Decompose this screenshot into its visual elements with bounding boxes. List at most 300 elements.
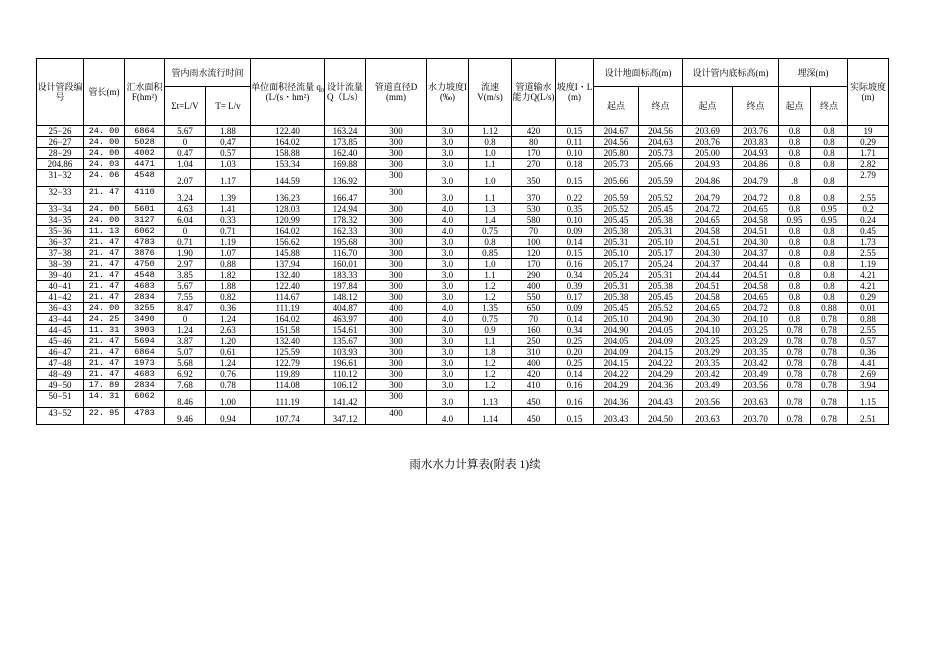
table-cell: 24. 00 — [84, 215, 125, 226]
table-cell: 203.25 — [683, 336, 733, 347]
table-cell: 250 — [512, 336, 556, 347]
table-cell: 204.15 — [639, 347, 683, 358]
table-cell: 35−36 — [37, 226, 84, 237]
table-cell: 205.66 — [594, 170, 639, 187]
table-row — [37, 187, 889, 204]
table-cell: 0.14 — [556, 369, 594, 380]
table-cell: 0.8 — [811, 137, 848, 148]
table-cell: 0.57 — [848, 336, 889, 347]
table-cell: 164.02 — [251, 137, 325, 148]
table-cell: 4.21 — [848, 270, 889, 281]
table-cell: 204.09 — [594, 347, 639, 358]
table-cell: 1.88 — [206, 281, 251, 292]
table-cell: 204.79 — [683, 187, 733, 204]
table-cell: 1.39 — [206, 187, 251, 204]
table-cell: 370 — [512, 187, 556, 204]
table-cell: 0.57 — [206, 148, 251, 159]
table-cell: 0 — [165, 226, 206, 237]
table-cell: 128.03 — [251, 204, 325, 215]
table-cell: 420 — [512, 369, 556, 380]
table-cell: 0.8 — [811, 259, 848, 270]
table-cell: 205.10 — [594, 314, 639, 325]
table-cell: 204.72 — [733, 187, 779, 204]
table-cell: 1.17 — [206, 170, 251, 187]
table-cell: 0.78 — [779, 358, 811, 369]
table-cell: 0.8 — [811, 170, 848, 187]
table-cell: 0.8 — [779, 303, 811, 314]
table-cell: 19 — [848, 126, 889, 137]
table-cell: 0.78 — [811, 336, 848, 347]
table-cell: 0.11 — [556, 137, 594, 148]
table-cell: 1.2 — [469, 292, 512, 303]
table-cell: 1.3 — [469, 204, 512, 215]
table-cell: 1.0 — [469, 259, 512, 270]
table-cell: 205.59 — [594, 187, 639, 204]
table-cell: 17. 89 — [84, 380, 125, 391]
table-cell: 0.18 — [556, 159, 594, 170]
table-cell: 550 — [512, 292, 556, 303]
table-cell: 100 — [512, 237, 556, 248]
table-cell: 5694 — [125, 336, 165, 347]
table-cell: 204.56 — [594, 137, 639, 148]
table-row — [37, 237, 889, 248]
table-cell: 205.31 — [594, 237, 639, 248]
table-cell: 300 — [366, 204, 427, 215]
table-cell: 300 — [366, 148, 427, 159]
table-cell: 205.31 — [639, 270, 683, 281]
table-cell: 203.56 — [733, 380, 779, 391]
table-caption: 雨水水力计算表(附表 1)续 — [409, 459, 541, 471]
table-cell: 160.01 — [325, 259, 366, 270]
table-row — [37, 358, 889, 369]
table-cell: 36−43 — [37, 303, 84, 314]
table-cell: 0.34 — [556, 270, 594, 281]
table-cell: 49−50 — [37, 380, 84, 391]
table-cell: 1.1 — [469, 187, 512, 204]
table-cell: 178.32 — [325, 215, 366, 226]
table-cell: 4.21 — [848, 281, 889, 292]
table-cell: 106.12 — [325, 380, 366, 391]
table-cell: 0.25 — [556, 358, 594, 369]
table-cell: 205.80 — [594, 148, 639, 159]
table-cell: 1.82 — [206, 270, 251, 281]
table-cell: 204.72 — [733, 303, 779, 314]
table-cell: 107.74 — [251, 408, 325, 425]
table-cell: 0.01 — [848, 303, 889, 314]
table-row — [37, 226, 889, 237]
table-cell: 205.17 — [594, 259, 639, 270]
header-fall: 坡度I・L (m) — [556, 59, 594, 126]
table-cell: 183.33 — [325, 270, 366, 281]
table-cell: 2.51 — [848, 408, 889, 425]
table-cell: 136.23 — [251, 187, 325, 204]
table-cell: 21. 47 — [84, 347, 125, 358]
header-capacity: 管道输水能力Q(L/s) — [512, 59, 556, 126]
table-cell: 204.37 — [683, 259, 733, 270]
table-cell: 162.33 — [325, 226, 366, 237]
table-cell: 1.15 — [848, 391, 889, 408]
table-cell: 0.20 — [556, 347, 594, 358]
table-cell: 4548 — [125, 270, 165, 281]
table-cell: 1.24 — [206, 358, 251, 369]
table-cell: 0.71 — [165, 237, 206, 248]
table-cell: 0.15 — [556, 408, 594, 425]
table-cell: 132.40 — [251, 336, 325, 347]
header-catchment-area: 汇水面积F(hm²) — [125, 59, 165, 126]
table-cell: 0.24 — [848, 215, 889, 226]
table-cell: 37−38 — [37, 248, 84, 259]
table-cell: 7.68 — [165, 380, 206, 391]
table-cell: 1.07 — [206, 248, 251, 259]
table-cell: 450 — [512, 408, 556, 425]
table-cell: 145.88 — [251, 248, 325, 259]
table-cell: 0.10 — [556, 148, 594, 159]
table-cell: 0.95 — [811, 204, 848, 215]
table-cell: 204.86 — [37, 159, 84, 170]
table-cell: 3.0 — [427, 292, 469, 303]
table-cell: 0.47 — [206, 137, 251, 148]
table-cell: 14. 31 — [84, 391, 125, 408]
header-burial-depth: 埋深(m) — [779, 59, 848, 87]
table-cell: 204.15 — [594, 358, 639, 369]
table-cell: 3.0 — [427, 347, 469, 358]
table-cell: 1.24 — [165, 325, 206, 336]
table-cell: 1.19 — [848, 259, 889, 270]
hydraulic-calc-table — [36, 58, 889, 425]
table-cell: 204.51 — [683, 281, 733, 292]
table-cell: 300 — [366, 292, 427, 303]
table-cell: 203.49 — [683, 380, 733, 391]
table-cell: 204.36 — [594, 391, 639, 408]
table-cell: 4783 — [125, 237, 165, 248]
table-cell: 0.61 — [206, 347, 251, 358]
table-cell: 270 — [512, 159, 556, 170]
header-design-flow: 设计流量Q（L/s） — [325, 59, 366, 126]
table-cell: 24. 00 — [84, 303, 125, 314]
table-cell: 0.09 — [556, 303, 594, 314]
table-cell: 122.40 — [251, 281, 325, 292]
table-cell: 205.10 — [639, 237, 683, 248]
table-cell: 204.22 — [639, 358, 683, 369]
header-unit-runoff: 单位面积径流量 q₀ (L/(s・hm²) — [251, 59, 325, 126]
table-cell: 204.90 — [639, 314, 683, 325]
table-cell: 0.33 — [206, 215, 251, 226]
table-cell: 24. 25 — [84, 314, 125, 325]
table-cell: 4.0 — [427, 215, 469, 226]
table-cell: 300 — [366, 237, 427, 248]
table-cell: 1.0 — [469, 170, 512, 187]
table-cell: 300 — [366, 325, 427, 336]
table-cell: 3490 — [125, 314, 165, 325]
table-cell: 205.38 — [639, 281, 683, 292]
table-cell: 204.05 — [594, 336, 639, 347]
table-cell: 135.67 — [325, 336, 366, 347]
table-cell: 205.59 — [639, 170, 683, 187]
table-cell: 204.86 — [733, 159, 779, 170]
table-cell: 4471 — [125, 159, 165, 170]
table-cell: 205.24 — [594, 270, 639, 281]
table-cell: 204.58 — [683, 226, 733, 237]
table-cell: 3.0 — [427, 281, 469, 292]
table-cell: 1.00 — [206, 391, 251, 408]
table-cell: 48−49 — [37, 369, 84, 380]
table-cell: 0.8 — [779, 159, 811, 170]
table-cell: 6.04 — [165, 215, 206, 226]
table-cell: 1.14 — [469, 408, 512, 425]
table-cell: 204.65 — [733, 292, 779, 303]
table-cell: 300 — [366, 347, 427, 358]
table-cell: 204.29 — [639, 369, 683, 380]
table-cell: 203.29 — [733, 336, 779, 347]
header-pipe-diameter: 管道直径D (mm) — [366, 59, 427, 126]
table-row — [37, 248, 889, 259]
table-cell: 204.65 — [683, 215, 733, 226]
table-cell: 169.88 — [325, 159, 366, 170]
table-cell: 1.13 — [469, 391, 512, 408]
table-cell: 24. 03 — [84, 159, 125, 170]
table-cell: 3127 — [125, 215, 165, 226]
table-cell: 8.47 — [165, 303, 206, 314]
table-cell: 205.24 — [639, 259, 683, 270]
table-cell: 0.85 — [469, 248, 512, 259]
table-cell: 148.12 — [325, 292, 366, 303]
table-cell: 203.42 — [733, 358, 779, 369]
table-cell: 21. 47 — [84, 292, 125, 303]
table-cell: 300 — [366, 215, 427, 226]
table-cell: 0.78 — [779, 336, 811, 347]
table-cell: 0.78 — [811, 358, 848, 369]
table-cell: 1.2 — [469, 369, 512, 380]
table-cell: 4.0 — [427, 303, 469, 314]
table-row — [37, 270, 889, 281]
table-cell: 0.8 — [811, 126, 848, 137]
table-cell: 0.16 — [556, 259, 594, 270]
table-cell: 6.92 — [165, 369, 206, 380]
table-cell: 0.78 — [811, 325, 848, 336]
table-cell: 205.31 — [639, 226, 683, 237]
table-cell: 2834 — [125, 380, 165, 391]
table-cell: 1.2 — [469, 380, 512, 391]
table-cell: 530 — [512, 204, 556, 215]
table-cell: 21. 47 — [84, 259, 125, 270]
table-cell: 0.94 — [206, 408, 251, 425]
table-cell: 1973 — [125, 358, 165, 369]
table-cell: 0.78 — [779, 369, 811, 380]
table-cell: 0.8 — [469, 137, 512, 148]
header-depth-start: 起点 — [779, 87, 811, 126]
table-cell: 0.8 — [779, 314, 811, 325]
table-cell: 203.42 — [683, 369, 733, 380]
table-row — [37, 369, 889, 380]
table-cell: 0.8 — [811, 226, 848, 237]
table-cell: 203.69 — [683, 126, 733, 137]
table-cell: 3.0 — [427, 325, 469, 336]
table-cell: 154.61 — [325, 325, 366, 336]
table-cell: 124.94 — [325, 204, 366, 215]
table-cell: 34−35 — [37, 215, 84, 226]
table-cell: 0.78 — [811, 369, 848, 380]
table-cell: 3.0 — [427, 336, 469, 347]
table-cell: 0.39 — [556, 281, 594, 292]
table-cell: 21. 47 — [84, 270, 125, 281]
table-cell: 0.78 — [779, 380, 811, 391]
table-cell: 120.99 — [251, 215, 325, 226]
table-cell: 204.51 — [733, 270, 779, 281]
table-cell: 25−26 — [37, 126, 84, 137]
table-cell: 70 — [512, 314, 556, 325]
table-cell: 300 — [366, 358, 427, 369]
table-cell: 24. 06 — [84, 170, 125, 187]
table-cell: 300 — [366, 170, 427, 187]
table-cell: 0.17 — [556, 292, 594, 303]
table-cell: 204.56 — [639, 126, 683, 137]
table-cell: 2.55 — [848, 325, 889, 336]
table-cell: 300 — [366, 336, 427, 347]
table-cell: 39−40 — [37, 270, 84, 281]
table-cell: 1.19 — [206, 237, 251, 248]
table-cell: 50−51 — [37, 391, 84, 408]
table-cell: 153.34 — [251, 159, 325, 170]
table-cell: 0.8 — [811, 248, 848, 259]
table-cell: 33−34 — [37, 204, 84, 215]
table-cell: 24. 00 — [84, 126, 125, 137]
table-row — [37, 380, 889, 391]
table-row — [37, 391, 889, 408]
table-cell: 203.76 — [683, 137, 733, 148]
table-cell: 21. 47 — [84, 358, 125, 369]
table-cell: 1.73 — [848, 237, 889, 248]
header-segment: 设计管段编号 — [37, 59, 84, 126]
table-cell: 204.05 — [639, 325, 683, 336]
table-cell: 0.78 — [779, 408, 811, 425]
table-cell: 205.38 — [594, 292, 639, 303]
table-cell: 32−33 — [37, 187, 84, 204]
table-cell: 195.68 — [325, 237, 366, 248]
table-cell: 46−47 — [37, 347, 84, 358]
table-cell: 0.8 — [779, 270, 811, 281]
table-cell: 0.10 — [556, 215, 594, 226]
table-cell: 205.31 — [594, 281, 639, 292]
table-cell: 300 — [366, 187, 427, 204]
table-cell: 137.94 — [251, 259, 325, 270]
header-ground-elevation: 设计地面标高(m) — [594, 59, 683, 87]
table-cell: 204.79 — [733, 170, 779, 187]
table-cell: 173.85 — [325, 137, 366, 148]
table-cell: 2.82 — [848, 159, 889, 170]
table-cell: 204.22 — [594, 369, 639, 380]
table-cell: 204.58 — [683, 292, 733, 303]
table-cell: 3.87 — [165, 336, 206, 347]
table-cell: 122.40 — [251, 126, 325, 137]
table-cell: 205.45 — [639, 204, 683, 215]
table-cell: 166.47 — [325, 187, 366, 204]
table-cell: 0.47 — [165, 148, 206, 159]
table-cell: 400 — [366, 408, 427, 425]
table-cell: 110.12 — [325, 369, 366, 380]
table-cell: 0.88 — [848, 314, 889, 325]
table-cell: 4110 — [125, 187, 165, 204]
table-cell: 21. 47 — [84, 369, 125, 380]
table-cell: 203.56 — [683, 391, 733, 408]
table-cell: 0.14 — [556, 237, 594, 248]
table-cell: 4.63 — [165, 204, 206, 215]
table-row — [37, 325, 889, 336]
table-cell: 0.8 — [779, 248, 811, 259]
table-cell: 26−27 — [37, 137, 84, 148]
table-cell: 3.0 — [427, 187, 469, 204]
table-cell: 0.8 — [779, 204, 811, 215]
table-cell: 205.73 — [639, 148, 683, 159]
table-row — [37, 204, 889, 215]
table-cell: 0.15 — [556, 248, 594, 259]
table-cell: 1.2 — [469, 281, 512, 292]
table-cell: 204.30 — [683, 314, 733, 325]
table-row — [37, 148, 889, 159]
table-cell: 205.45 — [594, 303, 639, 314]
table-cell: 204.10 — [733, 314, 779, 325]
table-cell: 300 — [366, 226, 427, 237]
table-cell: 580 — [512, 215, 556, 226]
table-cell: 203.70 — [733, 408, 779, 425]
table-cell: 4002 — [125, 148, 165, 159]
table-cell: 0.8 — [779, 237, 811, 248]
table-cell: 5.68 — [165, 358, 206, 369]
table-cell: 170 — [512, 259, 556, 270]
table-cell: 0.8 — [811, 187, 848, 204]
table-cell: 0.16 — [556, 391, 594, 408]
header-depth-end: 终点 — [811, 87, 848, 126]
table-cell: 6864 — [125, 347, 165, 358]
header-sum-t: Σt=L/V — [165, 87, 206, 126]
table-cell: 204.67 — [594, 126, 639, 137]
table-cell: .8 — [779, 170, 811, 187]
table-cell: 41−42 — [37, 292, 84, 303]
table-cell: 0.15 — [556, 126, 594, 137]
table-cell: 4783 — [125, 408, 165, 425]
table-cell: 300 — [366, 159, 427, 170]
table-cell: 0.29 — [848, 292, 889, 303]
table-row — [37, 281, 889, 292]
table-cell: 0.45 — [848, 226, 889, 237]
table-cell: 2.55 — [848, 248, 889, 259]
table-cell: 0.8 — [811, 148, 848, 159]
table-cell: 136.92 — [325, 170, 366, 187]
table-cell: 3.0 — [427, 170, 469, 187]
table-cell: 40−41 — [37, 281, 84, 292]
table-cell: 1.35 — [469, 303, 512, 314]
table-cell: 6062 — [125, 226, 165, 237]
table-cell: 204.09 — [639, 336, 683, 347]
table-cell: 116.70 — [325, 248, 366, 259]
table-row — [37, 408, 889, 425]
table-cell: 1.03 — [206, 159, 251, 170]
table-cell: 290 — [512, 270, 556, 281]
table-cell: 1.71 — [848, 148, 889, 159]
table-cell: 21. 47 — [84, 336, 125, 347]
table-cell: 400 — [512, 358, 556, 369]
table-cell: 9.46 — [165, 408, 206, 425]
table-cell: 170 — [512, 148, 556, 159]
table-cell: 203.29 — [683, 347, 733, 358]
table-cell: 1.0 — [469, 148, 512, 159]
table-cell: 122.79 — [251, 358, 325, 369]
table-cell: 132.40 — [251, 270, 325, 281]
table-cell: 0 — [165, 314, 206, 325]
table-cell: 203.43 — [594, 408, 639, 425]
table-cell: 205.66 — [639, 159, 683, 170]
table-row — [37, 259, 889, 270]
table-cell: 204.93 — [733, 148, 779, 159]
